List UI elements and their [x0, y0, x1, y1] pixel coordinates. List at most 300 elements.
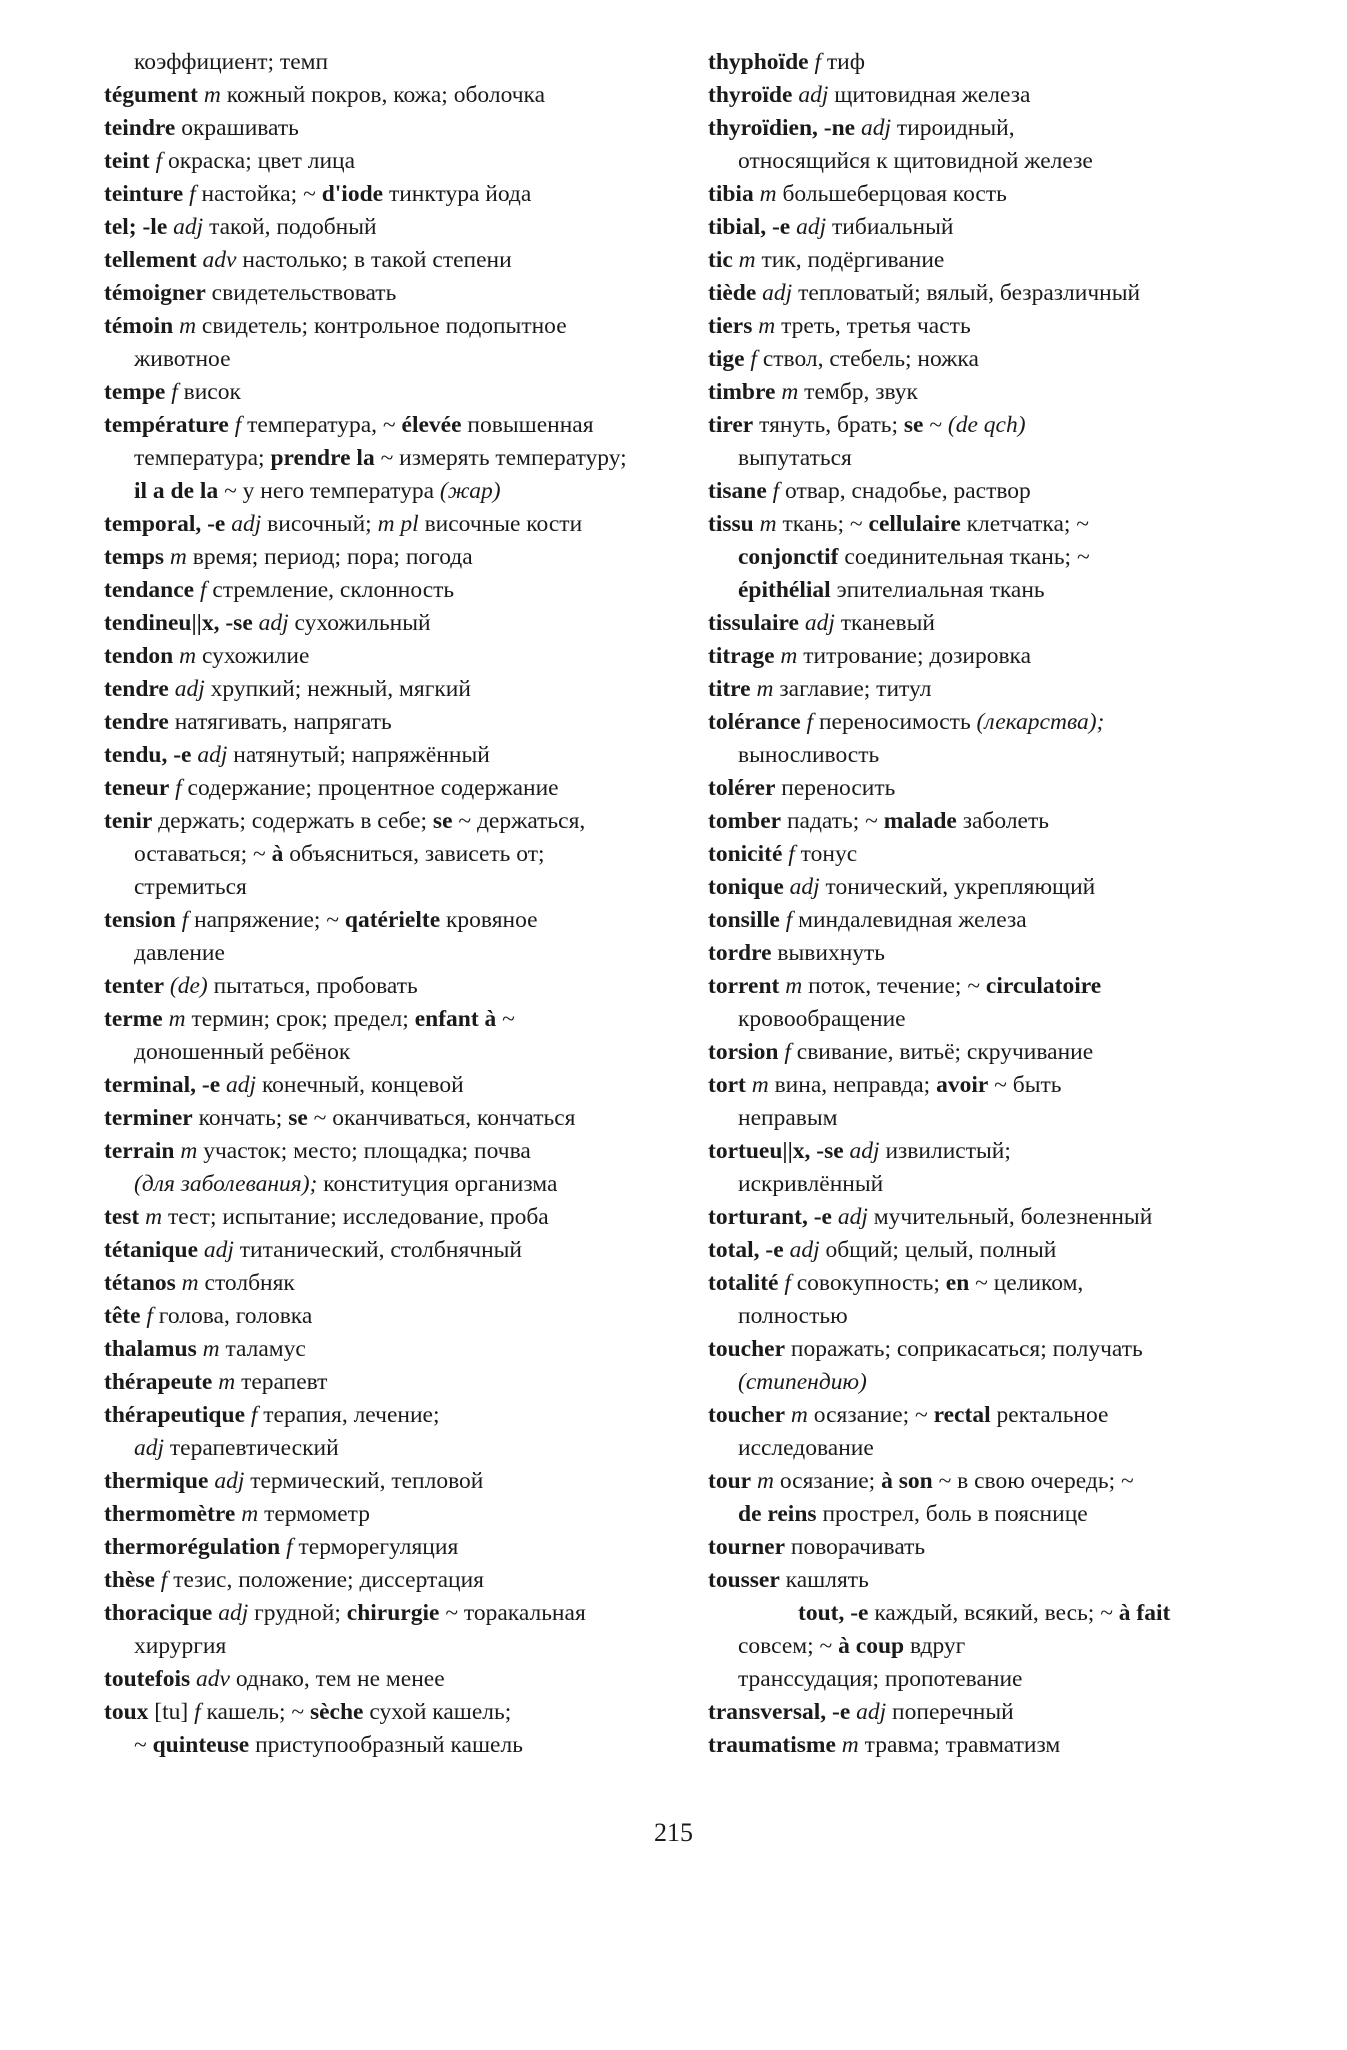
- grammar-label: (de): [169, 973, 208, 999]
- grammar-label: m: [203, 82, 221, 108]
- grammar-label: adj: [258, 610, 289, 636]
- headword: terminer: [104, 1105, 193, 1131]
- headword: de reins: [738, 1501, 817, 1527]
- headword: à: [271, 841, 284, 867]
- headword: thyroïdien, -ne: [708, 115, 856, 141]
- dictionary-line: [104, 1597, 714, 1630]
- definition-text: давление: [134, 940, 225, 966]
- dictionary-line: [708, 1465, 1328, 1498]
- headword: tenir: [104, 808, 153, 834]
- headword: tout, -e: [798, 1600, 869, 1626]
- headword: en: [945, 1270, 970, 1296]
- dictionary-line: [708, 574, 1328, 607]
- headword: tel; -le: [104, 214, 168, 240]
- dictionary-line: [104, 1102, 714, 1135]
- grammar-label: adj: [796, 214, 827, 240]
- grammar-label: m: [168, 1006, 186, 1032]
- headword: tendre: [104, 709, 169, 735]
- definition-text: температура;: [134, 445, 271, 471]
- grammar-label: f: [199, 577, 207, 603]
- definition-text: пытаться, пробовать: [207, 973, 418, 999]
- dictionary-line: [708, 1333, 1328, 1366]
- definition-text: ствол, стебель; ножка: [756, 346, 979, 372]
- definition-text: вдруг: [904, 1633, 966, 1659]
- dictionary-line: [104, 541, 714, 574]
- headword: élevée: [401, 412, 462, 438]
- definition-text: напряжение; ~: [188, 907, 345, 933]
- dictionary-line: [104, 310, 714, 343]
- headword: thyroïde: [708, 82, 793, 108]
- dictionary-line: [708, 1399, 1328, 1432]
- definition-text: держать; содержать в себе;: [152, 808, 433, 834]
- dictionary-line: [708, 1663, 1328, 1696]
- definition-text: сухой кашель;: [363, 1699, 512, 1725]
- dictionary-line: [104, 1135, 714, 1168]
- definition-text: настойка; ~: [195, 181, 322, 207]
- headword: toucher: [708, 1402, 786, 1428]
- headword: tissulaire: [708, 610, 799, 636]
- grammar-label: f: [181, 907, 189, 933]
- headword: d'iode: [321, 181, 384, 207]
- definition-text: объясниться, зависеть от;: [283, 841, 545, 867]
- definition-text: термометр: [258, 1501, 370, 1527]
- grammar-label: f: [814, 49, 821, 75]
- headword: tendre: [104, 676, 169, 702]
- headword: tendu, -e: [104, 742, 192, 768]
- definition-text: столбняк: [198, 1270, 295, 1296]
- dictionary-line: [708, 1267, 1328, 1300]
- headword: prendre la: [270, 445, 375, 471]
- headword: tirer: [708, 412, 754, 438]
- definition-text: свидетельствовать: [205, 280, 397, 306]
- dictionary-line: [708, 310, 1328, 343]
- definition-text: поражать; соприкасаться; получать: [785, 1336, 1143, 1362]
- definition-text: ~ у него температура: [218, 478, 440, 504]
- headword: tendineu||x, -se: [104, 610, 253, 636]
- dictionary-line: [104, 1498, 714, 1531]
- definition-text: выпутаться: [738, 445, 852, 471]
- grammar-label: f: [160, 1567, 168, 1593]
- definition-text: каждый, всякий, весь; ~: [868, 1600, 1119, 1626]
- dictionary-line: [104, 1201, 714, 1234]
- definition-text: доношенный ребёнок: [134, 1039, 351, 1065]
- headword: tiède: [708, 280, 757, 306]
- definition-text: заглавие; титул: [773, 676, 932, 702]
- definition-text: настолько; в такой степени: [236, 247, 512, 273]
- grammar-label: m: [218, 1369, 236, 1395]
- headword: tomber: [708, 808, 782, 834]
- dictionary-line: [104, 739, 714, 772]
- dictionary-line: [708, 838, 1328, 871]
- grammar-label: m: [179, 643, 197, 669]
- grammar-label: f: [175, 775, 182, 801]
- grammar-label: m: [756, 676, 774, 702]
- grammar-label: f: [286, 1534, 293, 1560]
- headword: thyphoïde: [708, 49, 809, 75]
- definition-text: приступообразный кашель: [249, 1732, 523, 1758]
- definition-text: ~: [496, 1006, 515, 1032]
- definition-text: конституция организма: [317, 1171, 558, 1197]
- headword: tonsille: [708, 907, 780, 933]
- grammar-label: m: [841, 1732, 859, 1758]
- grammar-label: f: [806, 709, 814, 735]
- definition-text: тепловатый; вялый, безразличный: [792, 280, 1141, 306]
- definition-text: тонус: [794, 841, 858, 867]
- definition-text: кашлять: [779, 1567, 869, 1593]
- definition-text: тироидный,: [891, 115, 1015, 141]
- headword: teindre: [104, 115, 176, 141]
- dictionary-line: [104, 145, 714, 178]
- definition-text: искривлённый: [738, 1171, 884, 1197]
- definition-text: ~ оканчиваться, кончаться: [307, 1105, 576, 1131]
- definition-text: кожный покров, кожа; оболочка: [220, 82, 546, 108]
- definition-text: титанический, столбнячный: [233, 1237, 523, 1263]
- definition-text: мучительный, болезненный: [867, 1204, 1153, 1230]
- grammar-label: adj: [789, 1237, 820, 1263]
- definition-text: [tu]: [148, 1699, 195, 1725]
- headword: quinteuse: [152, 1732, 250, 1758]
- definition-text: ~ торакальная: [439, 1600, 586, 1626]
- headword: tête: [104, 1303, 141, 1329]
- grammar-label: f: [155, 148, 163, 174]
- dictionary-line: [708, 970, 1328, 1003]
- dictionary-line: [708, 541, 1328, 574]
- dictionary-line: [708, 1531, 1328, 1564]
- headword: tonicité: [708, 841, 783, 867]
- dictionary-line: [104, 376, 714, 409]
- definition-text: поперечный: [886, 1699, 1014, 1725]
- grammar-label: adj: [804, 610, 835, 636]
- definition-text: ~ держаться,: [452, 808, 586, 834]
- dictionary-line: [104, 772, 714, 805]
- dictionary-line: [104, 1333, 714, 1366]
- grammar-label: f: [189, 181, 196, 207]
- headword: sèche: [309, 1699, 364, 1725]
- headword: tibial, -e: [708, 214, 791, 240]
- headword: thermique: [104, 1468, 209, 1494]
- dictionary-line: [708, 1168, 1328, 1201]
- grammar-label: adj: [174, 676, 205, 702]
- headword: à son: [881, 1468, 933, 1494]
- grammar-label: m: [780, 643, 798, 669]
- definition-text: отвар, снадобье, раствор: [779, 478, 1031, 504]
- dictionary-line: [104, 805, 714, 838]
- headword: tour: [708, 1468, 752, 1494]
- headword: chirurgie: [346, 1600, 440, 1626]
- definition-text: конечный, концевой: [256, 1072, 464, 1098]
- grammar-label: adj: [789, 874, 820, 900]
- definition-text: осязание; ~: [807, 1402, 934, 1428]
- definition-text: животное: [134, 346, 231, 372]
- definition-text: тест; испытание; исследование, проба: [162, 1204, 549, 1230]
- definition-text: ткань; ~: [776, 511, 869, 537]
- dictionary-line: [104, 211, 714, 244]
- grammar-label: m: [145, 1204, 163, 1230]
- headword: tétanique: [104, 1237, 198, 1263]
- definition-text: однако, тем не менее: [229, 1666, 445, 1692]
- definition-text: термин; срок; предел;: [185, 1006, 415, 1032]
- definition-text: неправым: [738, 1105, 838, 1131]
- definition-text: ~: [923, 412, 948, 438]
- grammar-label: f: [784, 1270, 791, 1296]
- grammar-label: (для заболевания);: [134, 1171, 318, 1197]
- dictionary-line: [708, 1597, 1328, 1630]
- dictionary-line: [104, 574, 714, 607]
- definition-text: тканевый: [834, 610, 935, 636]
- definition-text: совокупность;: [790, 1270, 946, 1296]
- definition-text: большеберцовая кость: [776, 181, 1007, 207]
- grammar-label: f: [146, 1303, 153, 1329]
- headword: tourner: [708, 1534, 786, 1560]
- grammar-label: f: [250, 1402, 258, 1428]
- headword: tempe: [104, 379, 166, 405]
- headword: rectal: [933, 1402, 991, 1428]
- definition-text: повышенная: [461, 412, 594, 438]
- headword: conjonctif: [738, 544, 839, 570]
- headword: thalamus: [104, 1336, 197, 1362]
- grammar-label: (стипендию): [738, 1369, 867, 1395]
- dictionary-line: [708, 178, 1328, 211]
- dictionary-line: [708, 1498, 1328, 1531]
- dictionary-line: [104, 46, 714, 79]
- grammar-label: adv: [202, 247, 237, 273]
- dictionary-line: [708, 1036, 1328, 1069]
- grammar-label: adj: [856, 1699, 887, 1725]
- headword: cellulaire: [868, 511, 961, 537]
- dictionary-line: [104, 1300, 714, 1333]
- dictionary-line: [104, 244, 714, 277]
- definition-text: время; период; пора; погода: [186, 544, 473, 570]
- definition-text: коэффициент; темп: [134, 49, 329, 75]
- headword: tolérer: [708, 775, 776, 801]
- headword: tisane: [708, 478, 767, 504]
- headword: toux: [104, 1699, 149, 1725]
- headword: à fait: [1118, 1600, 1171, 1626]
- definition-text: падать; ~: [781, 808, 884, 834]
- grammar-label: m: [785, 973, 803, 999]
- definition-text: относящийся к щитовидной железе: [738, 148, 1093, 174]
- definition-text: температура, ~: [241, 412, 402, 438]
- headword: se: [432, 808, 453, 834]
- dictionary-line: [708, 739, 1328, 772]
- dictionary-line: [708, 1432, 1328, 1465]
- headword: toutefois: [104, 1666, 191, 1692]
- dictionary-line: [708, 1729, 1328, 1762]
- definition-text: вина, неправда;: [768, 1072, 937, 1098]
- dictionary-line: [104, 1531, 714, 1564]
- grammar-label: m: [181, 1270, 199, 1296]
- dictionary-line: [104, 706, 714, 739]
- definition-text: травма; травматизм: [858, 1732, 1061, 1758]
- grammar-label: adj: [231, 511, 262, 537]
- definition-text: терапевт: [235, 1369, 328, 1395]
- definition-text: клетчатка; ~: [960, 511, 1089, 537]
- headword: tégument: [104, 82, 198, 108]
- grammar-label: m: [758, 313, 776, 339]
- dictionary-line: [708, 508, 1328, 541]
- dictionary-line: [708, 475, 1328, 508]
- grammar-label: adj: [798, 82, 829, 108]
- definition-text: стремиться: [134, 874, 247, 900]
- dictionary-line: [104, 937, 714, 970]
- dictionary-line: [104, 1003, 714, 1036]
- headword: tenter: [104, 973, 165, 999]
- headword: traumatisme: [708, 1732, 836, 1758]
- headword: tellement: [104, 247, 197, 273]
- grammar-label: adj: [762, 280, 793, 306]
- headword: thérapeutique: [104, 1402, 245, 1428]
- grammar-label: m: [756, 1468, 774, 1494]
- grammar-label: m: [790, 1402, 808, 1428]
- headword: témoin: [104, 313, 174, 339]
- dictionary-line: [104, 970, 714, 1003]
- dictionary-line: [708, 442, 1328, 475]
- right-column: [708, 46, 1328, 1762]
- definition-text: ~ целиком,: [969, 1270, 1084, 1296]
- grammar-label: adj: [226, 1072, 257, 1098]
- definition-text: кончать;: [192, 1105, 289, 1131]
- grammar-label: adj: [860, 115, 892, 141]
- headword: temporal, -e: [104, 511, 226, 537]
- definition-text: терапия, лечение;: [257, 1402, 440, 1428]
- definition-text: сухожилие: [196, 643, 310, 669]
- dictionary-line: [708, 46, 1328, 79]
- grammar-label: m: [738, 247, 756, 273]
- headword: tordre: [708, 940, 772, 966]
- definition-text: натянутый; напряжённый: [227, 742, 490, 768]
- definition-text: эпителиальная ткань: [830, 577, 1045, 603]
- grammar-label: adj: [849, 1138, 880, 1164]
- headword: température: [104, 412, 229, 438]
- definition-text: тембр, звук: [798, 379, 918, 405]
- grammar-label: f: [750, 346, 757, 372]
- definition-text: титрование; дозировка: [797, 643, 1032, 669]
- headword: tort: [708, 1072, 746, 1098]
- grammar-label: m: [179, 313, 197, 339]
- dictionary-line: [708, 1069, 1328, 1102]
- definition-text: содержание; процентное содержание: [181, 775, 559, 801]
- grammar-label: adj: [203, 1237, 234, 1263]
- definition-text: таламус: [219, 1336, 306, 1362]
- definition-text: участок; место; площадка; почва: [197, 1138, 531, 1164]
- grammar-label: f: [234, 412, 242, 438]
- definition-text: поток, течение; ~: [802, 973, 986, 999]
- dictionary-line: [104, 508, 714, 541]
- headword: tige: [708, 346, 745, 372]
- dictionary-line: [104, 1729, 714, 1762]
- grammar-label: f: [784, 1039, 791, 1065]
- definition-text: голова, головка: [152, 1303, 313, 1329]
- dictionary-line: [708, 1003, 1328, 1036]
- headword: timbre: [708, 379, 776, 405]
- definition-text: поворачивать: [785, 1534, 926, 1560]
- definition-text: ~: [134, 1732, 153, 1758]
- headword: titre: [708, 676, 751, 702]
- grammar-label: f: [788, 841, 795, 867]
- definition-text: височный;: [261, 511, 378, 537]
- headword: tiers: [708, 313, 753, 339]
- grammar-label: m: [781, 379, 799, 405]
- definition-text: свивание, витьё; скручивание: [790, 1039, 1094, 1065]
- headword: thermomètre: [104, 1501, 236, 1527]
- grammar-label: f: [194, 1699, 201, 1725]
- definition-text: терморегуляция: [292, 1534, 459, 1560]
- grammar-label: m: [751, 1072, 769, 1098]
- dictionary-line: [708, 1630, 1328, 1663]
- headword: tousser: [708, 1567, 780, 1593]
- definition-text: общий; целый, полный: [819, 1237, 1057, 1263]
- definition-text: полностью: [738, 1303, 848, 1329]
- definition-text: ~ измерять температуру;: [374, 445, 627, 471]
- dictionary-line: [104, 442, 714, 475]
- definition-text: переносить: [775, 775, 896, 801]
- grammar-label: adj: [134, 1435, 165, 1461]
- dictionary-line: [104, 1465, 714, 1498]
- grammar-label: m: [180, 1138, 198, 1164]
- dictionary-line: [104, 640, 714, 673]
- grammar-label: m pl: [377, 511, 419, 537]
- definition-text: транссудация; пропотевание: [738, 1666, 1023, 1692]
- grammar-label: m: [241, 1501, 259, 1527]
- headword: tétanos: [104, 1270, 176, 1296]
- definition-text: ~ быть: [988, 1072, 1062, 1098]
- definition-text: свидетель; контрольное подопытное: [196, 313, 567, 339]
- definition-text: ректальное: [990, 1402, 1109, 1428]
- headword: terrain: [104, 1138, 175, 1164]
- definition-text: окраска; цвет лица: [162, 148, 356, 174]
- dictionary-line: [104, 673, 714, 706]
- dictionary-line: [708, 673, 1328, 706]
- dictionary-line: [708, 244, 1328, 277]
- dictionary-line: [708, 706, 1328, 739]
- dictionary-line: [104, 871, 714, 904]
- headword: avoir: [936, 1072, 989, 1098]
- grammar-label: (лекарства);: [976, 709, 1105, 735]
- definition-text: тибиальный: [826, 214, 954, 240]
- headword: torsion: [708, 1039, 779, 1065]
- definition-text: треть, третья часть: [775, 313, 971, 339]
- dictionary-line: [708, 805, 1328, 838]
- dictionary-line: [708, 640, 1328, 673]
- definition-text: сухожильный: [288, 610, 431, 636]
- headword: tendon: [104, 643, 174, 669]
- definition-text: прострел, боль в пояснице: [816, 1501, 1088, 1527]
- headword: tonique: [708, 874, 784, 900]
- definition-text: выносливость: [738, 742, 880, 768]
- dictionary-line: [708, 277, 1328, 310]
- headword: torrent: [708, 973, 780, 999]
- headword: titrage: [708, 643, 775, 669]
- grammar-label: m: [169, 544, 187, 570]
- headword: tortueu||x, -se: [708, 1138, 844, 1164]
- left-column: [104, 46, 714, 1762]
- dictionary-line: [708, 211, 1328, 244]
- headword: thoracique: [104, 1600, 213, 1626]
- definition-text: заболеть: [956, 808, 1049, 834]
- headword: test: [104, 1204, 140, 1230]
- grammar-label: adj: [837, 1204, 868, 1230]
- dictionary-line: [708, 937, 1328, 970]
- grammar-label: m: [202, 1336, 220, 1362]
- dictionary-line: [708, 343, 1328, 376]
- dictionary-line: [708, 1300, 1328, 1333]
- headword: il a de la: [134, 478, 219, 504]
- definition-text: терапевтический: [164, 1435, 339, 1461]
- definition-text: осязание;: [773, 1468, 882, 1494]
- headword: torturant, -e: [708, 1204, 832, 1230]
- headword: à coup: [838, 1633, 905, 1659]
- dictionary-line: [104, 1366, 714, 1399]
